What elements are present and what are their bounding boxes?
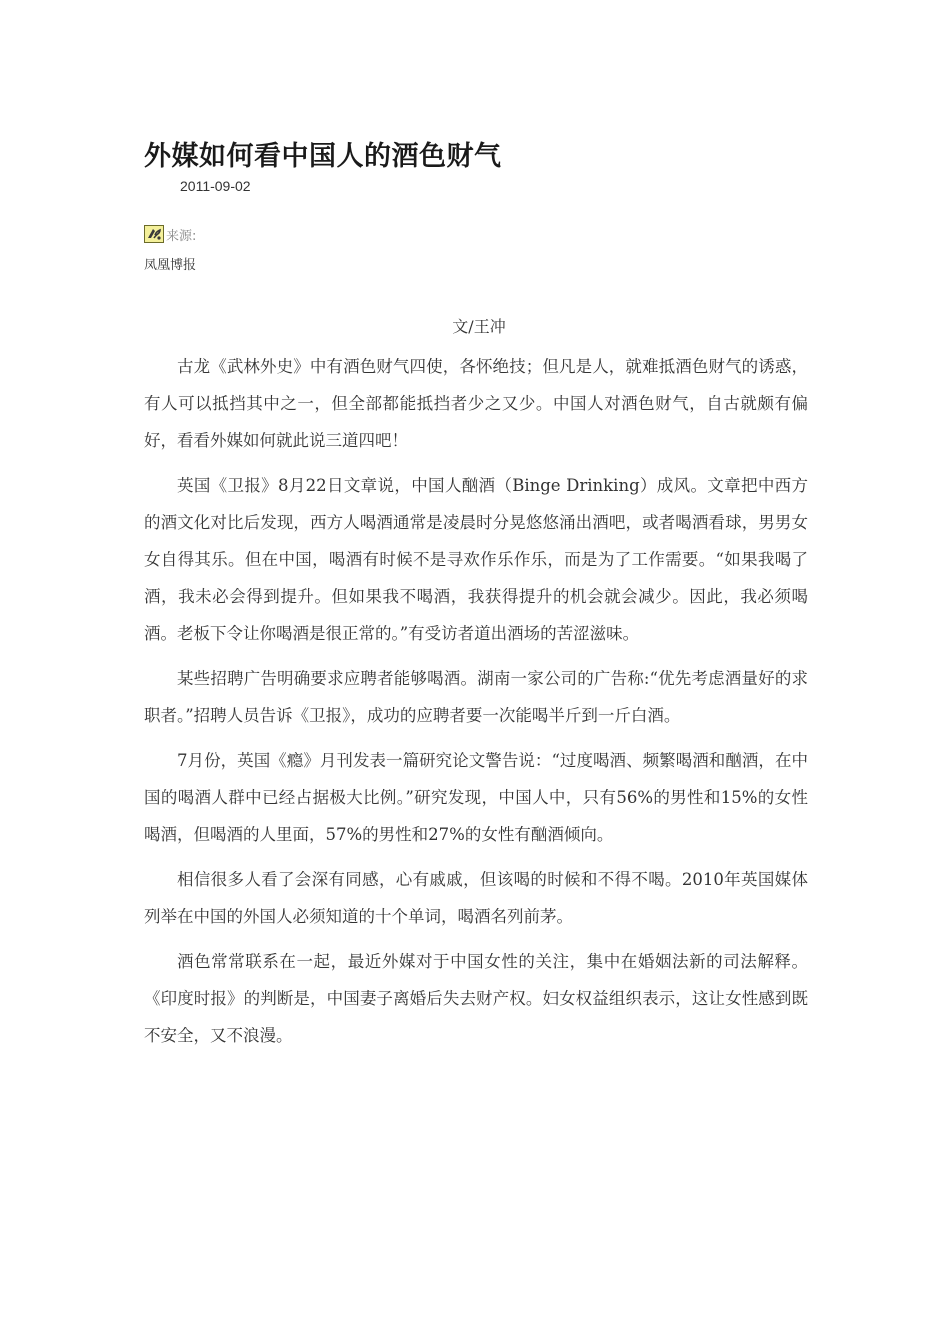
paragraph: 某些招聘广告明确要求应聘者能够喝酒。湖南一家公司的广告称:“优先考虑酒量好的求职者。”招聘人员告诉《卫报》，成功的应聘者要一次能喝半斤到一斤白酒。 [144, 669, 808, 725]
paragraph: 酒色常常联系在一起，最近外媒对于中国女性的关注，集中在婚姻法新的司法解释。《印度时报》的判断是，中国妻子离婚后失去财产权。妇女权益组织表示，这让女性感到既不安全，又不浪漫。 [144, 952, 808, 1045]
source-line [144, 224, 196, 244]
source-name: 凤凰博报 [144, 258, 197, 273]
article-date: 2011-09-02 [180, 178, 251, 194]
author-byline: 文/王冲 [452, 317, 506, 336]
paragraph: 相信很多人看了会深有同感，心有戚戚，但该喝的时候和不得不喝。2010年英国媒体列举在中国的外国人必须知道的十个单词，喝酒名列前茅。 [144, 870, 808, 926]
paragraph: 古龙《武林外史》中有酒色财气四使，各怀绝技；但凡是人，就难抵酒色财气的诱惑，有人可以抵挡其中之一，但全部都能抵挡者少之又少。中国人对酒色财气，自古就颇有偏好，看看外媒如何就此说三道四吧！ [144, 357, 808, 450]
article-title: 外媒如何看中国人的酒色财气 [144, 141, 502, 172]
paragraph: 英国《卫报》8月22日文章说，中国人酗酒（Binge Drinking）成风。文章把中西方的酒文化对比后发现，西方人喝酒通常是凌晨时分晃悠悠涌出酒吧，或者喝酒看球，男男女女自得其乐。但在中国，喝酒有时候不是寻欢作乐作乐，而是为了工作需要。“如果我喝了酒，我未必会得到提升。但如果我不喝酒，我获得提升的机会就会减少。因此，我必须喝酒。老板下令让你喝酒是很正常的。”有受访者道出酒场的苦涩滋味。 [144, 476, 808, 643]
paragraph: 7月份，英国《瘾》月刊发表一篇研究论文警告说：“过度喝酒、频繁喝酒和酗酒，在中国的喝酒人群中已经占据极大比例。”研究发现，中国人中，只有56%的男性和15%的女性喝酒，但喝酒的人里面，57%的男性和27%的女性有酗酒倾向。 [144, 751, 808, 844]
article-body [144, 348, 808, 1062]
source-icon [144, 225, 164, 243]
source-label: 来源: [166, 228, 197, 244]
